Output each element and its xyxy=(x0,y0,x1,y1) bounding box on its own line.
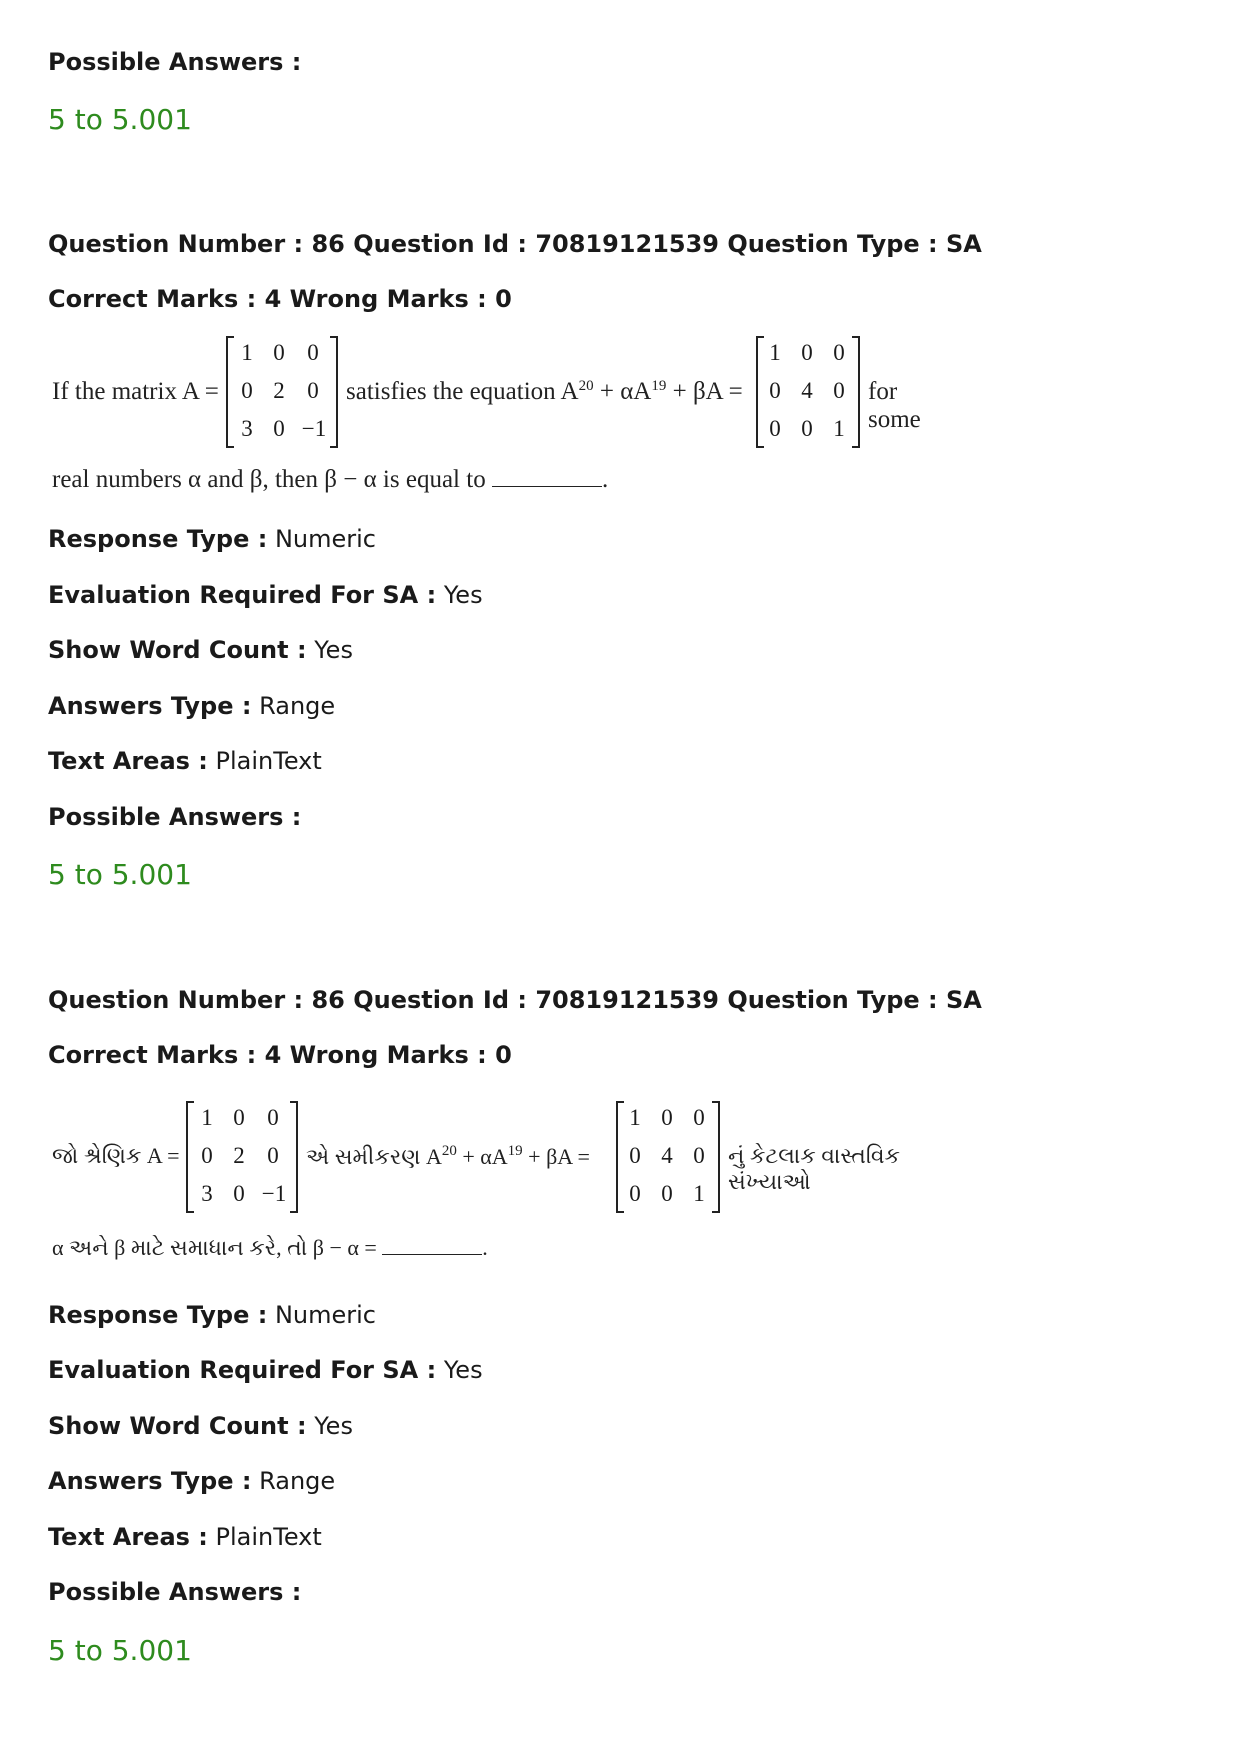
response-type-row: Response Type : Numeric xyxy=(48,1301,376,1329)
matrix-a-cell: −1 xyxy=(261,1181,287,1206)
matrix-b xyxy=(756,336,860,448)
possible-answers-label: Possible Answers : xyxy=(48,48,302,76)
text-areas-row: Text Areas : PlainText xyxy=(48,1523,322,1551)
matrix-a-cell: 0 xyxy=(273,340,285,365)
matrix-b-cell: 0 xyxy=(833,378,845,403)
matrix-b-cell: 1 xyxy=(629,1105,641,1130)
matrix-a-cell: 1 xyxy=(241,340,253,365)
possible-answer-value: 5 to 5.001 xyxy=(48,1634,192,1667)
show-word-count-row: Show Word Count : Yes xyxy=(48,1412,353,1440)
matrix-a-cell: 0 xyxy=(233,1181,245,1206)
matrix-b-cell: 0 xyxy=(801,340,813,365)
possible-answer-value: 5 to 5.001 xyxy=(48,103,192,136)
matrix-a xyxy=(226,336,338,448)
evaluation-required-row: Evaluation Required For SA : Yes xyxy=(48,581,483,609)
text-areas-row: Text Areas : PlainText xyxy=(48,747,322,775)
possible-answer-value: 5 to 5.001 xyxy=(48,858,192,891)
matrix-a xyxy=(186,1101,298,1213)
show-word-count-row: Show Word Count : Yes xyxy=(48,636,353,664)
question-marks: Correct Marks : 4 Wrong Marks : 0 xyxy=(48,285,512,313)
question-text-middle: satisfies the equation $A^{20} + \alpha A^{19} + \beta A$ = xyxy=(346,378,743,405)
matrix-a-cell: 0 xyxy=(307,378,319,403)
response-type-row: Response Type : Numeric xyxy=(48,525,376,553)
evaluation-required-row: Evaluation Required For SA : Yes xyxy=(48,1356,483,1384)
matrix-a-cell: 0 xyxy=(267,1105,279,1130)
matrix-b xyxy=(616,1101,720,1213)
matrix-a-cell: 0 xyxy=(307,340,319,365)
matrix-b-cell: 0 xyxy=(661,1181,673,1206)
matrix-a-cell: 1 xyxy=(201,1105,213,1130)
question-text-image xyxy=(48,336,948,496)
question-text-image xyxy=(48,1101,948,1271)
answer-blank xyxy=(492,468,602,487)
matrix-b-cell: 0 xyxy=(629,1143,641,1168)
answers-type-row: Answers Type : Range xyxy=(48,1467,336,1495)
matrix-b-cell: 0 xyxy=(801,416,813,441)
question-header: Question Number : 86 Question Id : 70819121539 Question Type : SA xyxy=(48,230,982,258)
question-text-line2: real numbers α and β, then β − α is equal to . xyxy=(52,466,609,493)
matrix-b-cell: 1 xyxy=(693,1181,705,1206)
question-marks: Correct Marks : 4 Wrong Marks : 0 xyxy=(48,1041,512,1069)
matrix-a-cell: 0 xyxy=(201,1143,213,1168)
question-text-suffix: નું કેટલાક વાસ્તવિક સંખ્યાઓ xyxy=(728,1143,901,1194)
answers-type-row: Answers Type : Range xyxy=(48,692,336,720)
matrix-b-cell: 0 xyxy=(661,1105,673,1130)
matrix-a-cell: 0 xyxy=(241,378,253,403)
matrix-a-cell: −1 xyxy=(301,416,327,441)
question-text-line2: α અને β માટે સમાધાન કરે, તો β − α = . xyxy=(52,1235,488,1260)
matrix-b-cell: 0 xyxy=(693,1105,705,1130)
answer-blank xyxy=(382,1236,482,1255)
matrix-b-cell: 1 xyxy=(769,340,781,365)
question-text-prefix: જો શ્રેણિક A = xyxy=(52,1143,180,1168)
matrix-b-cell: 0 xyxy=(769,378,781,403)
possible-answers-label: Possible Answers : xyxy=(48,1578,302,1606)
matrix-b-cell: 4 xyxy=(801,378,813,403)
matrix-a-cell: 0 xyxy=(273,416,285,441)
question-header: Question Number : 86 Question Id : 70819121539 Question Type : SA xyxy=(48,986,982,1014)
question-text-prefix: If the matrix A = xyxy=(52,378,219,405)
matrix-a-cell: 0 xyxy=(233,1105,245,1130)
matrix-b-cell: 0 xyxy=(833,340,845,365)
possible-answers-label: Possible Answers : xyxy=(48,803,302,831)
matrix-b-cell: 0 xyxy=(769,416,781,441)
matrix-b-cell: 1 xyxy=(833,416,845,441)
matrix-b-cell: 0 xyxy=(693,1143,705,1168)
matrix-a-cell: 0 xyxy=(267,1143,279,1168)
matrix-a-cell: 3 xyxy=(241,416,253,441)
matrix-b-cell: 0 xyxy=(629,1181,641,1206)
matrix-b-cell: 4 xyxy=(661,1143,673,1168)
question-text-middle: એ સમીકરણ $A^{20} + \alpha A^{19} + \beta A$ = xyxy=(306,1143,590,1169)
matrix-a-cell: 3 xyxy=(201,1181,213,1206)
question-text-suffix: for some xyxy=(868,378,921,433)
matrix-a-cell: 2 xyxy=(273,378,285,403)
matrix-a-cell: 2 xyxy=(233,1143,245,1168)
